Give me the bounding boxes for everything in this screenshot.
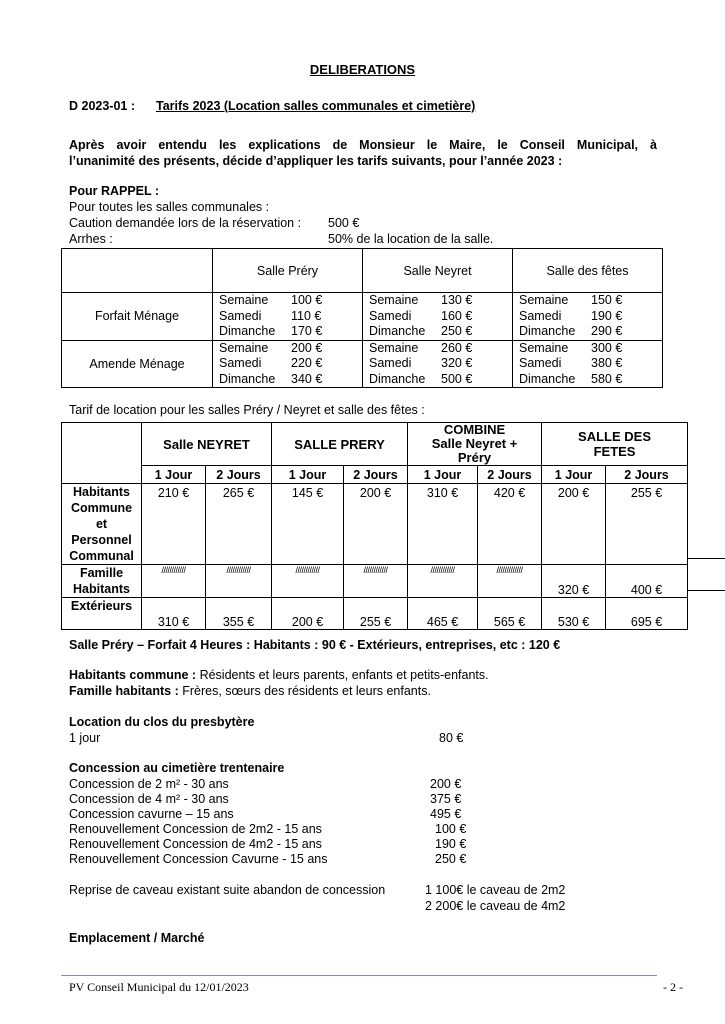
emplacement-heading: Emplacement / Marché — [69, 931, 205, 945]
rappel-heading: Pour RAPPEL : — [69, 184, 160, 198]
reprise-value: 1 100€ le caveau de 2m2 — [425, 883, 566, 897]
concession-value: 375 € — [430, 792, 462, 806]
intro-line-2: l’unanimité des présents, décide d’appliquer les tarifs suivants, pour l’année 2023 : — [69, 154, 563, 168]
table-extension-line — [687, 590, 725, 591]
sub-header: 1 Jour — [272, 466, 344, 484]
hatched-cell: //////////// — [344, 565, 408, 598]
group-header-text: Salle Neyret + — [431, 436, 518, 451]
forfait-line: Salle Préry – Forfait 4 Heures : Habitants : 90 € - Extérieurs, entreprises, etc : 120 € — [69, 638, 561, 652]
definition-habitants — [69, 668, 489, 682]
hatched-cell: //////////// — [408, 565, 478, 598]
concession-label: Renouvellement Concession de 4m2 - 15 ans — [69, 837, 322, 851]
definition-text: Résidents et leurs parents, enfants et petits-enfants. — [196, 668, 489, 682]
concession-label: Renouvellement Concession Cavurne - 15 ans — [69, 852, 328, 866]
definition-term: Habitants commune : — [69, 668, 197, 682]
day-label: Samedi — [519, 356, 562, 370]
tarif-row-label — [62, 565, 142, 598]
price-cell: 355 € — [206, 598, 272, 630]
menage-cell — [513, 340, 663, 388]
arrhes-value: 50% de la location de la salle. — [328, 232, 494, 246]
cimetiere-heading: Concession au cimetière trentenaire — [69, 761, 285, 775]
price-cell: 695 € — [606, 598, 688, 630]
price-cell: 310 € — [408, 484, 478, 565]
price: 170 € — [291, 324, 323, 338]
tarif-row-label — [62, 598, 142, 630]
sub-header: 2 Jours — [344, 466, 408, 484]
day-label: Semaine — [519, 340, 569, 355]
menage-cell — [513, 293, 663, 341]
concession-label: Concession cavurne – 15 ans — [69, 807, 234, 821]
intro-line-1: Après avoir entendu les explications de Monsieur le Maire, le Conseil Municipal, à — [69, 138, 657, 152]
concession-value: 250 € — [435, 852, 467, 866]
footer-left: PV Conseil Municipal du 12/01/2023 — [69, 980, 249, 994]
hatched-cell: //////////// — [142, 565, 206, 598]
menage-row-label: Amende Ménage — [62, 340, 213, 388]
definition-famille — [69, 684, 431, 698]
price-cell: 420 € — [478, 484, 542, 565]
menage-header: Salle des fêtes — [513, 249, 663, 293]
sub-header: 2 Jours — [606, 466, 688, 484]
concession-label: Concession de 2 m² - 30 ans — [69, 777, 229, 791]
price: 100 € — [291, 293, 323, 307]
menage-table — [61, 248, 663, 388]
price: 190 € — [591, 308, 623, 323]
day-label: Semaine — [519, 293, 569, 307]
day-label: Semaine — [369, 293, 419, 307]
price: 300 € — [591, 340, 623, 355]
price-cell: 530 € — [542, 598, 606, 630]
group-header-text: Salle NEYRET — [163, 436, 250, 452]
page-title: DELIBERATIONS — [309, 62, 416, 77]
reprise-label: Reprise de caveau existant suite abandon de concession — [69, 883, 386, 897]
group-header — [542, 423, 688, 466]
day-label: Dimanche — [219, 371, 276, 386]
day-label: Samedi — [219, 308, 262, 323]
group-header-text: FETES — [593, 444, 636, 459]
deliberation-subject: Tarifs 2023 (Location salles communales et cimetière) — [156, 99, 476, 113]
presbytere-value: 80 € — [439, 731, 464, 745]
day-label: Dimanche — [219, 324, 276, 338]
price-cell: 465 € — [408, 598, 478, 630]
row-label-line: Habitants — [73, 582, 130, 596]
concession-label: Renouvellement Concession de 2m2 - 15 ans — [69, 822, 322, 836]
menage-cell — [213, 340, 363, 388]
price: 260 € — [441, 340, 473, 355]
price-cell: 255 € — [344, 598, 408, 630]
menage-header: Salle Préry — [213, 249, 363, 293]
concession-value: 200 € — [430, 777, 462, 791]
day-label: Dimanche — [519, 324, 576, 338]
price-cell: 400 € — [606, 565, 688, 598]
price: 220 € — [291, 356, 323, 370]
row-label-line: Personnel — [71, 533, 132, 547]
price-cell: 255 € — [606, 484, 688, 565]
hatched-cell: //////////// — [206, 565, 272, 598]
reprise-value: 2 200€ le caveau de 4m2 — [425, 899, 566, 913]
sub-header: 2 Jours — [478, 466, 542, 484]
row-label-line: Extérieurs — [70, 599, 133, 613]
sub-header: 2 Jours — [206, 466, 272, 484]
row-label-line: et — [95, 517, 108, 531]
price-cell: 265 € — [206, 484, 272, 565]
deliberation-code: D 2023-01 : — [69, 99, 136, 113]
price-cell: 320 € — [542, 565, 606, 598]
price: 130 € — [441, 293, 473, 307]
price: 160 € — [441, 308, 473, 323]
day-label: Semaine — [369, 340, 419, 355]
price-cell: 200 € — [542, 484, 606, 565]
definition-text: Frères, sœurs des résidents et leurs enfants. — [178, 684, 431, 698]
tarif-caption: Tarif de location pour les salles Préry / Neyret et salle des fêtes : — [69, 403, 425, 417]
footer-divider — [61, 975, 657, 976]
price: 150 € — [591, 293, 623, 307]
row-label-line: Commune — [70, 501, 133, 515]
price: 500 € — [441, 371, 473, 386]
hatched-cell: //////////// — [272, 565, 344, 598]
price-cell: 310 € — [142, 598, 206, 630]
caution-value: 500 € — [328, 216, 360, 230]
group-header — [272, 423, 408, 466]
sub-header: 1 Jour — [542, 466, 606, 484]
group-header-text: SALLE DES — [578, 429, 652, 444]
sub-header: 1 Jour — [408, 466, 478, 484]
day-label: Dimanche — [369, 371, 426, 386]
presbytere-label: 1 jour — [69, 731, 101, 745]
row-label-line: Communal — [69, 549, 134, 563]
arrhes-label: Arrhes : — [69, 232, 113, 246]
group-header-text: Préry — [457, 450, 492, 465]
day-label: Samedi — [369, 308, 412, 323]
group-header-text: SALLE PRERY — [294, 436, 385, 452]
price-cell: 200 € — [272, 598, 344, 630]
concession-value: 100 € — [435, 822, 467, 836]
caution-label: Caution demandée lors de la réservation : — [69, 216, 302, 230]
table-extension-line — [687, 558, 725, 559]
row-label-line: Habitants — [73, 485, 130, 499]
price-cell: 565 € — [478, 598, 542, 630]
group-header-text: COMBINE — [443, 422, 506, 437]
price: 110 € — [291, 308, 322, 323]
tarif-row-label — [62, 484, 142, 565]
price: 580 € — [591, 371, 623, 386]
menage-cell — [363, 293, 513, 341]
price: 380 € — [591, 356, 623, 370]
rappel-line: Pour toutes les salles communales : — [69, 200, 270, 214]
price-cell: 145 € — [272, 484, 344, 565]
price: 340 € — [291, 371, 323, 386]
hatched-cell: ///////////// — [478, 565, 542, 598]
day-label: Semaine — [219, 293, 269, 307]
price: 320 € — [441, 356, 473, 370]
menage-header: Salle Neyret — [363, 249, 513, 293]
row-label-line: Famille — [79, 566, 124, 580]
price-cell: 210 € — [142, 484, 206, 565]
definition-term: Famille habitants : — [69, 684, 179, 698]
price: 200 € — [291, 340, 323, 355]
tarif-table — [61, 422, 688, 630]
concession-value: 495 € — [430, 807, 462, 821]
menage-row-label: Forfait Ménage — [62, 293, 213, 341]
concession-label: Concession de 4 m² - 30 ans — [69, 792, 229, 806]
group-header — [408, 423, 542, 466]
price-cell: 200 € — [344, 484, 408, 565]
tarif-table-corner — [62, 423, 142, 484]
presbytere-heading: Location du clos du presbytère — [69, 715, 255, 729]
page-number: - 2 - — [663, 980, 683, 994]
price: 290 € — [591, 324, 623, 338]
day-label: Dimanche — [369, 324, 426, 338]
day-label: Samedi — [369, 356, 412, 370]
price: 250 € — [441, 324, 473, 338]
sub-header: 1 Jour — [142, 466, 206, 484]
concession-value: 190 € — [435, 837, 467, 851]
day-label: Samedi — [519, 308, 562, 323]
menage-cell — [213, 293, 363, 341]
group-header — [142, 423, 272, 466]
day-label: Samedi — [219, 356, 262, 370]
day-label: Dimanche — [519, 371, 576, 386]
menage-table-corner — [62, 249, 213, 293]
menage-cell — [363, 340, 513, 388]
day-label: Semaine — [219, 340, 269, 355]
